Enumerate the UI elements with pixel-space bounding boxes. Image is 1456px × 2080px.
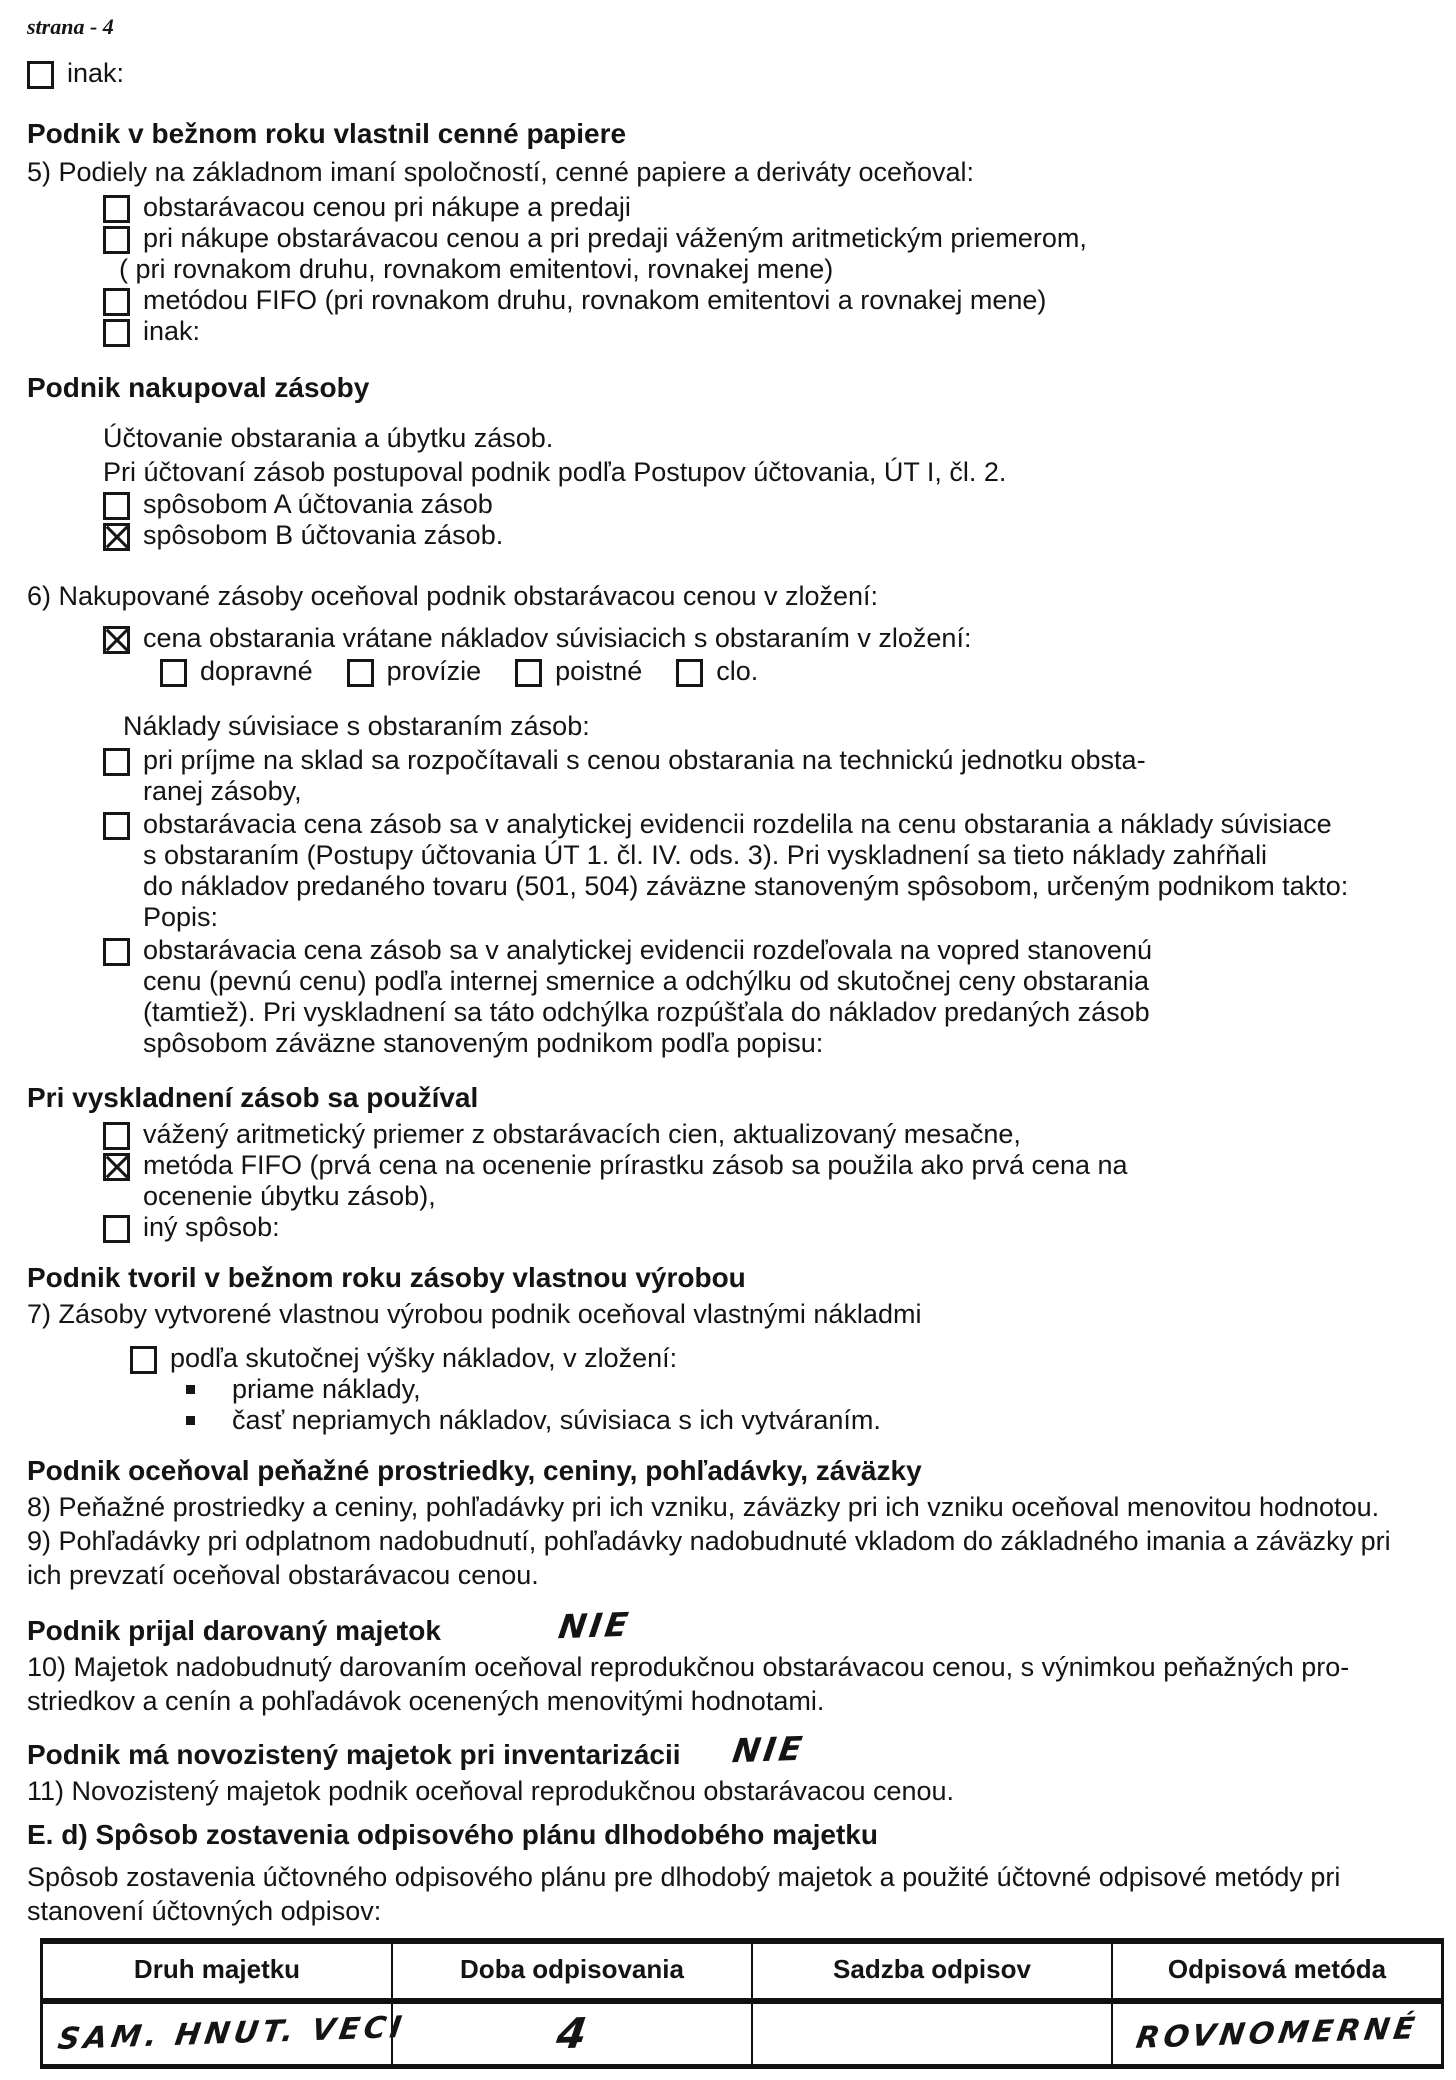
option-cena-rozdelila bbox=[103, 809, 1440, 933]
option-podla-skutocnej bbox=[130, 1343, 1440, 1374]
checkbox-iny-sposob[interactable] bbox=[103, 1215, 130, 1243]
heading-darovany-majetok: Podnik prijal darovaný majetok bbox=[27, 1615, 441, 1646]
heading-nakup-zasob: Podnik nakupoval zásoby bbox=[27, 372, 370, 403]
heading-cenne-papiere: Podnik v bežnom roku vlastnil cenné papiere bbox=[27, 118, 627, 149]
option-cena-obstarania bbox=[103, 623, 1440, 654]
heading-odpisovy-plan: E. d) Spôsob zostavenia odpisového plánu dlhodobého majetku bbox=[27, 1819, 878, 1850]
option-label: metódou FIFO (pri rovnakom druhu, rovnakom emitentovi a rovnakej mene) bbox=[143, 285, 1047, 315]
table-row bbox=[43, 2004, 1441, 2064]
heading-novozisteny-majetok: Podnik má novozistený majetok pri inventarizácii bbox=[27, 1739, 681, 1770]
option-metoda-fifo bbox=[103, 1150, 1440, 1212]
option-label-line: ( pri rovnakom druhu, rovnakom emitentovi, rovnakej mene) bbox=[119, 254, 834, 284]
checkbox-poistne[interactable] bbox=[515, 659, 542, 687]
paragraph-10-line2: striedkov a cenín a pohľadávok ocenených menovitými hodnotami. bbox=[27, 1686, 825, 1716]
checkbox-cena-obstarania[interactable] bbox=[103, 626, 130, 654]
handwritten-answer-nie: NIE bbox=[556, 1604, 634, 1647]
column-header-doba-odpisovania: Doba odpisovania bbox=[393, 1944, 753, 1998]
option-label: obstarávacou cenou pri nákupe a predaji bbox=[143, 192, 631, 222]
checkbox-sposob-b[interactable] bbox=[103, 523, 130, 551]
option-label-line: obstarávacia cena zásob sa v analytickej evidencii rozdelila na cenu obstarania a náklady súvisiace bbox=[143, 809, 1332, 839]
checkbox-clo[interactable] bbox=[676, 659, 703, 687]
checkbox-pri-prijme[interactable] bbox=[103, 748, 130, 776]
checkbox-vazeny-priemer-cp[interactable] bbox=[103, 226, 130, 254]
paragraph-9-line1: 9) Pohľadávky pri odplatnom nadobudnutí, pohľadávky nadobudnuté vkladom do základného imania a záväzky pri bbox=[27, 1526, 1391, 1556]
option-label-line: pri nákupe obstarávacou cenou a pri predaji váženým aritmetickým priemerom, bbox=[143, 223, 1087, 253]
option-label: spôsobom B účtovania zásob. bbox=[143, 520, 504, 550]
option-label-line: s obstaraním (Postupy účtovania ÚT 1. čl. IV. ods. 3). Pri vyskladnení sa tieto náklady zahŕňali bbox=[143, 840, 1268, 870]
option-label-line: ranej zásoby, bbox=[143, 776, 302, 806]
option-label-line: do nákladov predaného tovaru (501, 504) záväzne stanoveným spôsobom, určeným podnikom takto: bbox=[143, 871, 1349, 901]
option-clo bbox=[676, 656, 758, 687]
cell-odpisova-metoda[interactable] bbox=[1113, 2004, 1441, 2064]
cell-doba-odpisovania[interactable] bbox=[393, 2004, 753, 2064]
option-label-line: spôsobom záväzne stanoveným podnikom podľa popisu: bbox=[143, 1028, 824, 1058]
option-pri-prijme bbox=[103, 745, 1440, 807]
checkbox-metoda-fifo[interactable] bbox=[103, 1153, 130, 1181]
checkbox-cena-rozdelila[interactable] bbox=[103, 812, 130, 840]
bullet-label: časť nepriamych nákladov, súvisiaca s ich vytváraním. bbox=[232, 1405, 881, 1435]
option-label: poistné bbox=[555, 656, 643, 686]
option-label-line: pri príjme na sklad sa rozpočítavali s cenou obstarania na technickú jednotku obsta- bbox=[143, 745, 1146, 775]
option-label: podľa skutočnej výšky nákladov, v zložení: bbox=[170, 1343, 678, 1373]
heading-row-darovany-majetok bbox=[27, 1604, 1440, 1650]
checkbox-provizie[interactable] bbox=[347, 659, 374, 687]
heading-vlastna-vyroba: Podnik tvoril v bežnom roku zásoby vlastnou výrobou bbox=[27, 1262, 746, 1293]
question-7: 7) Zásoby vytvorené vlastnou výrobou podnik oceňoval vlastnými nákladmi bbox=[27, 1299, 922, 1329]
option-cena-rozdelovala bbox=[103, 935, 1440, 1059]
option-metoda-fifo-cp bbox=[103, 285, 1440, 316]
cell-sadzba-odpisov[interactable] bbox=[753, 2004, 1113, 2064]
option-vazeny-priemer bbox=[103, 1119, 1440, 1150]
question-6: 6) Nakupované zásoby oceňoval podnik obstarávacou cenou v zložení: bbox=[27, 581, 879, 611]
checkbox-podla-skutocnej[interactable] bbox=[130, 1346, 157, 1374]
handwritten-entry: 4 bbox=[553, 2008, 591, 2059]
handwritten-entry: ROVNOMERNÉ bbox=[1133, 2011, 1421, 2056]
checkbox-vazeny-priemer[interactable] bbox=[103, 1122, 130, 1150]
paragraph-8: 8) Peňažné prostriedky a ceniny, pohľadávky pri ich vzniku, záväzky pri ich vzniku oceňoval menovitou hodnotou. bbox=[27, 1492, 1380, 1522]
square-bullet-icon bbox=[186, 1385, 195, 1394]
option-label: vážený aritmetický priemer z obstarávacích cien, aktualizovaný mesačne, bbox=[143, 1119, 1021, 1149]
handwritten-answer-nie: NIE bbox=[729, 1728, 807, 1771]
checkbox-obstaravacou-cenou[interactable] bbox=[103, 195, 130, 223]
paragraph-10-line1: 10) Majetok nadobudnutý darovaním oceňoval reprodukčnou obstarávacou cenou, s výnimkou peňažných pro- bbox=[27, 1652, 1350, 1682]
paragraph-11: 11) Novozistený majetok podnik oceňoval reprodukčnou obstarávacou cenou. bbox=[27, 1776, 955, 1806]
heading-vyskladnenie: Pri vyskladnení zásob sa používal bbox=[27, 1082, 479, 1113]
option-label: cena obstarania vrátane nákladov súvisiacich s obstaraním v zložení: bbox=[143, 623, 972, 653]
paragraph-postupy: Pri účtovaní zásob postupoval podnik podľa Postupov účtovania, ÚT I, čl. 2. bbox=[103, 457, 1007, 487]
option-label: dopravné bbox=[200, 656, 313, 686]
option-dopravne bbox=[160, 656, 313, 687]
costs-title: Náklady súvisiace s obstaraním zásob: bbox=[123, 711, 590, 741]
option-inak-cp bbox=[103, 316, 1440, 347]
column-header-druh-majetku: Druh majetku bbox=[43, 1944, 393, 1998]
option-sposob-b bbox=[103, 520, 1440, 551]
column-header-odpisova-metoda: Odpisová metóda bbox=[1167, 1954, 1387, 1984]
handwritten-entry: SAM. HNUT. VECI bbox=[55, 2009, 408, 2058]
checkbox-inak-top[interactable] bbox=[27, 61, 54, 89]
option-label: provízie bbox=[386, 656, 482, 686]
column-header-sadzba-odpisov: Sadzba odpisov bbox=[753, 1944, 1113, 1998]
cell-druh-majetku[interactable] bbox=[43, 2004, 408, 2064]
option-vazeny-priemer-cp bbox=[103, 223, 1440, 285]
option-label: inak: bbox=[67, 58, 125, 88]
checkbox-metoda-fifo-cp[interactable] bbox=[103, 288, 130, 316]
paragraph-odpisy-line1: Spôsob zostavenia účtovného odpisového plánu pre dlhodobý majetok a použité účtovné odpisové metódy pri bbox=[27, 1862, 1341, 1892]
option-label-line: cenu (pevnú cenu) podľa internej smernice a odchýlku od skutočnej ceny obstarania bbox=[143, 966, 1149, 996]
option-poistne bbox=[515, 656, 642, 687]
option-inak-top bbox=[27, 58, 1440, 89]
heading-penazne-prostriedky: Podnik oceňoval peňažné prostriedky, ceniny, pohľadávky, záväzky bbox=[27, 1455, 922, 1486]
paragraph-uctovanie: Účtovanie obstarania a úbytku zásob. bbox=[103, 423, 554, 453]
option-label: spôsobom A účtovania zásob bbox=[143, 489, 493, 519]
option-iny-sposob bbox=[103, 1212, 1440, 1243]
option-label: iný spôsob: bbox=[143, 1212, 280, 1242]
checkbox-dopravne[interactable] bbox=[160, 659, 187, 687]
bullet-priame-naklady bbox=[180, 1374, 1440, 1405]
heading-row-novozisteny-majetok bbox=[27, 1728, 1440, 1774]
option-obstaravacou-cenou bbox=[103, 192, 1440, 223]
table-header-row bbox=[43, 1944, 1441, 2004]
question-5: 5) Podiely na základnom imaní spoločností, cenné papiere a deriváty oceňoval: bbox=[27, 157, 975, 187]
option-label-line: ocenenie úbytku zásob), bbox=[143, 1181, 436, 1211]
bullet-label: priame náklady, bbox=[232, 1374, 421, 1404]
checkbox-cena-rozdelovala[interactable] bbox=[103, 938, 130, 966]
option-provizie bbox=[347, 656, 482, 687]
checkbox-sposob-a[interactable] bbox=[103, 492, 130, 520]
paragraph-odpisy-line2: stanovení účtovných odpisov: bbox=[27, 1896, 382, 1926]
option-label: clo. bbox=[716, 656, 759, 686]
paragraph-9-line2: ich prevzatí oceňoval obstarávacou cenou. bbox=[27, 1560, 539, 1590]
sub-options-row bbox=[160, 656, 1440, 687]
checkbox-inak-cp[interactable] bbox=[103, 319, 130, 347]
option-sposob-a bbox=[103, 489, 1440, 520]
option-label-line: metóda FIFO (prvá cena na ocenenie prírastku zásob sa použila ako prvá cena na bbox=[143, 1150, 1128, 1180]
square-bullet-icon bbox=[186, 1416, 195, 1425]
option-label-line: (tamtiež). Pri vyskladnení sa táto odchýlka rozpúšťala do nákladov predaných zásob bbox=[143, 997, 1150, 1027]
page-number-label: strana - 4 bbox=[27, 14, 114, 39]
option-label-line: Popis: bbox=[143, 902, 219, 932]
depreciation-table bbox=[40, 1938, 1444, 2069]
option-label-line: obstarávacia cena zásob sa v analytickej evidencii rozdeľovala na vopred stanovenú bbox=[143, 935, 1152, 965]
bullet-nepriame-naklady bbox=[180, 1405, 1440, 1436]
option-label: inak: bbox=[143, 316, 201, 346]
